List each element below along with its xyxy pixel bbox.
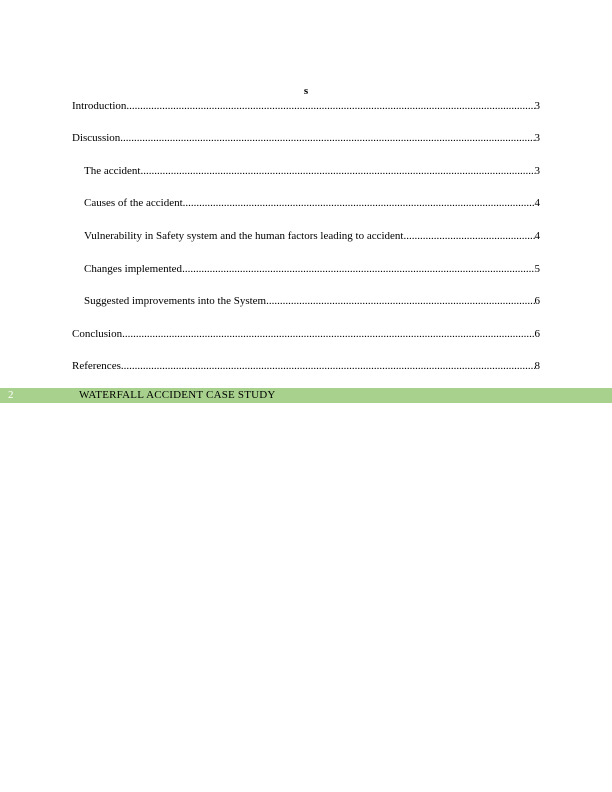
- toc-dot-leader: [266, 294, 534, 308]
- toc-entry-page: 6: [534, 295, 540, 307]
- toc-entry-the-accident[interactable]: [84, 164, 540, 178]
- toc-entry-page: 8: [534, 360, 540, 372]
- toc-entry-label: References: [72, 360, 121, 372]
- toc-entry-label: The accident: [84, 165, 141, 177]
- toc-dot-leader: [182, 262, 534, 276]
- toc-entry-page: 3: [534, 100, 540, 112]
- toc-entry-page: 3: [534, 132, 540, 144]
- toc-entry-introduction[interactable]: [72, 99, 540, 113]
- toc-dot-leader: [122, 327, 534, 341]
- page-header-band: [0, 388, 612, 403]
- toc-entry-causes[interactable]: [84, 196, 540, 210]
- toc-entry-label: Introduction: [72, 100, 127, 112]
- toc-heading: s: [303, 85, 309, 97]
- header-title: WATERFALL ACCIDENT CASE STUDY: [79, 389, 276, 401]
- toc-entry-label: Vulnerability in Safety system and the human factors leading to accident: [84, 230, 404, 242]
- toc-entry-page: 4: [534, 197, 540, 209]
- toc-entry-label: Suggested improvements into the System: [84, 295, 267, 307]
- toc-entry-discussion[interactable]: [72, 131, 540, 145]
- header-page-number: 2: [8, 389, 14, 401]
- toc-entry-label: Changes implemented: [84, 263, 183, 275]
- toc-dot-leader: [141, 164, 535, 178]
- toc-entry-suggested-improvements[interactable]: [84, 294, 540, 308]
- toc-entry-label: Discussion: [72, 132, 121, 144]
- toc-dot-leader: [403, 229, 534, 243]
- toc-entry-label: Causes of the accident: [84, 197, 183, 209]
- toc-entry-page: 5: [534, 263, 540, 275]
- toc-entry-page: 6: [534, 328, 540, 340]
- toc-dot-leader: [126, 99, 534, 113]
- toc-entry-changes-implemented[interactable]: [84, 262, 540, 276]
- toc-entry-label: Conclusion: [72, 328, 123, 340]
- toc-entry-references[interactable]: [72, 359, 540, 373]
- toc-entry-vulnerability[interactable]: [84, 229, 540, 243]
- toc-dot-leader: [120, 131, 534, 145]
- toc-entry-page: 4: [534, 230, 540, 242]
- toc-entry-page: 3: [534, 165, 540, 177]
- toc-dot-leader: [121, 359, 535, 373]
- toc-entry-conclusion[interactable]: [72, 327, 540, 341]
- toc-dot-leader: [183, 196, 535, 210]
